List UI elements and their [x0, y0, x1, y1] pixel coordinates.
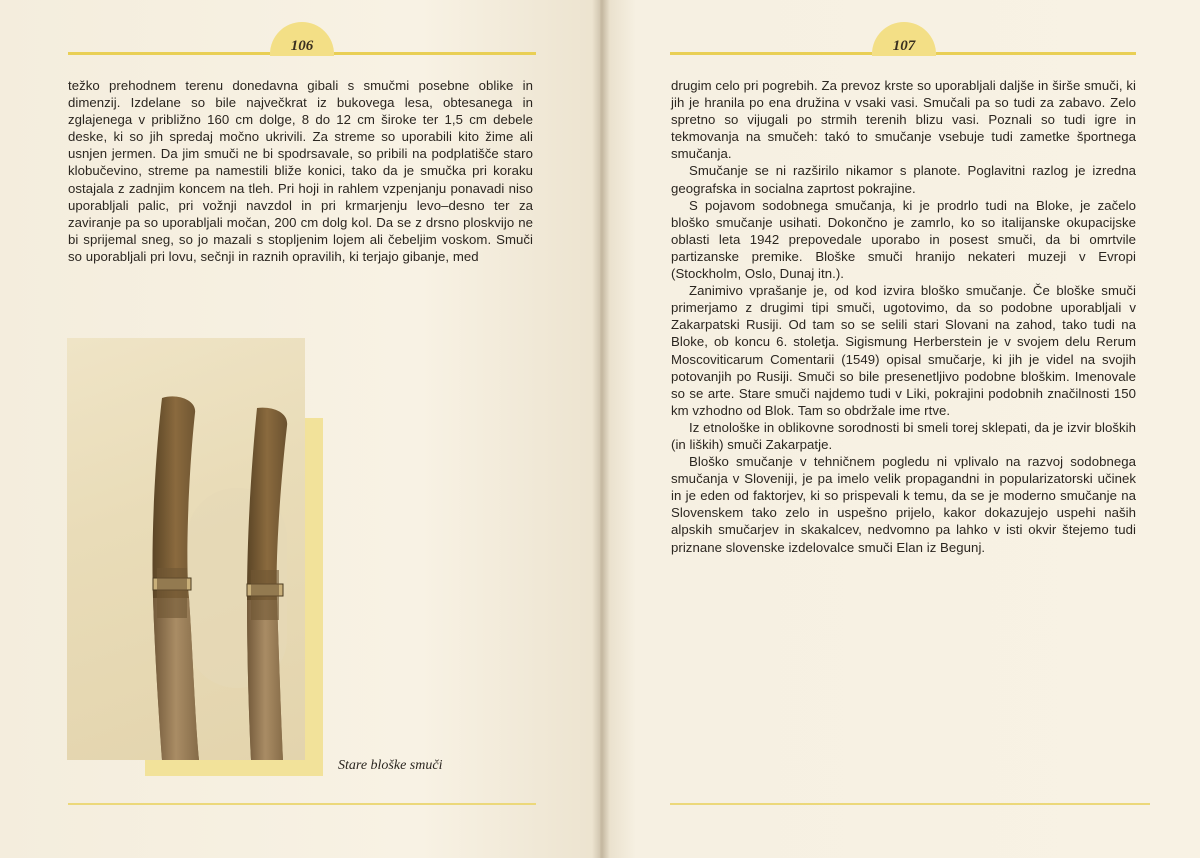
- paragraph: Zanimivo vprašanje je, od kod izvira bloško smučanje. Če bloške smuči primerjamo z drugimi tipi smuči, ugotovimo, da so podobne uporabljali v Zakarpatski Rusiji. Od tam so se selili stari Slovani na zahod, tako tudi na Bloke, ob koncu 6. stoletja. Sigismung Herberstein je v svojem delu Rerum Moscoviticarum Comentarii (1549) opisal smučarje, ki jih je videl na svojih potovanjih po Rusiji. Smuči so bile presenetljivo podobne bloškim. Imenovale so se arte. Stare smuči najdemo tudi v Liki, pokrajini podobnih značilnosti 150 km vzhodno od Blok. Tam so obdržale ime rtve.: [671, 283, 1136, 418]
- header-rule-left: [670, 52, 872, 55]
- paragraph: S pojavom sodobnega smučanja, ki je prodrlo tudi na Bloke, je začelo bloško smučanje usihati. Dokončno je zamrlo, ko so italijanske okupacijske oblasti leta 1942 prepovedale uporabo in posest smuči, da bi omrtvile partizanske premike. Bloške smuči hranijo nekateri muzeji v Evropi (Stockholm, Oslo, Dunaj itn.).: [671, 197, 1136, 282]
- header-rule-right: [334, 52, 536, 55]
- paragraph: drugim celo pri pogrebih. Za prevoz krste so uporabljali daljše in širše smuči, ki jih je hranila po ena družina v vsaki vasi. Smučali pa so tudi za zabavo. Zelo spretno so vijugali po strmih terenih blizu vasi. Poznali so tudi igre in tekmovanja na smučeh: takó to smučanje vsebuje tudi zametke športnega smučanja.: [671, 78, 1136, 162]
- photo-caption: Stare bloške smuči: [338, 758, 443, 773]
- old-skis-illustration: [67, 338, 305, 760]
- header-rule-left: [68, 52, 270, 55]
- right-body-text: [671, 77, 1136, 556]
- footer-rule: [670, 803, 1150, 805]
- paragraph: Iz etnološke in oblikovne sorodnosti bi smeli torej sklepati, da je izvir bloških (in liških) smuči Zakarpatje.: [671, 419, 1136, 452]
- header-rule-right: [936, 52, 1136, 55]
- skis-photo: [67, 338, 305, 760]
- page-number: 107: [892, 38, 916, 54]
- footer-rule: [68, 803, 536, 805]
- left-body-text: [68, 77, 533, 265]
- paragraph: Bloško smučanje v tehničnem pogledu ni vplivalo na razvoj sodobnega smučanja v Sloveniji, je pa imelo velik propagandni in popularizatorski učinek in je eden od faktorjev, ki so prispevali k temu, da se je moderno smučanje na Slovenskem tako zelo in uspešno prijelo, kakor dokazujejo uspehi naših alpskih smučarjev in skakalcev, nedvomno pa lahko v isti okvir štejemo tudi priznane slovenske izdelovalce smuči Elan iz Begunj.: [671, 454, 1136, 555]
- page-number: 106: [290, 38, 314, 54]
- book-gutter: [592, 0, 610, 858]
- paragraph: Smučanje se ni razširilo nikamor s planote. Poglavitni razlog je izredna geografska in socialna zaprtost pokrajine.: [671, 163, 1136, 196]
- right-page: [600, 0, 1200, 858]
- paragraph: težko prehodnem terenu donedavna gibali s smučmi posebne oblike in dimenzij. Izdelane so bile največkrat iz bukovega lesa, obtesanega in zglajenega v približno 160 cm dolge, 8 do 12 cm široke ter 1,5 cm debele deske, ki so jih spredaj močno ukrivili. Za streme so uporabili kito žime ali usnjen jermen. Da jim smuči ne bi spodrsavale, so pribili na podplatišče staro klobučevino, streme pa namestili bliže konici, tako da je smučka pri koraku ostajala z zadnjim koncem na tleh. Pri hoji in rahlem vzpenjanju ponavadi niso uporabljali palic, pri vožnji navzdol in pri krmarjenju levo–desno ter za zaviranje pa so uporabljali močan, 200 cm dolg kol. Da se z drsno ploskvijo ne bi sprijemal sneg, so jo mazali s stopljenim lojem ali čebeljim voskom. Smuči so uporabljali pri lovu, sečnji in raznih opravilih, ki terjajo gibanje, med: [68, 78, 533, 264]
